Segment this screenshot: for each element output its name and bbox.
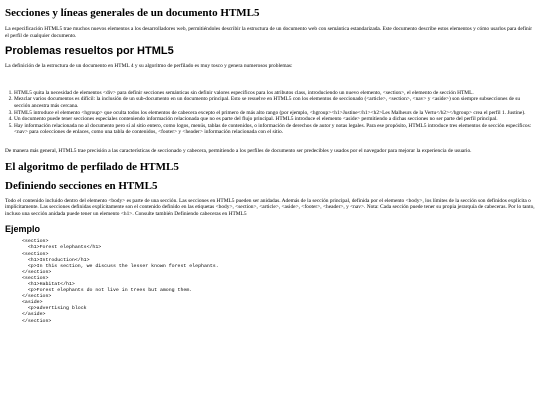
list-item: 5. Hay información relacionada no al documento pero sí al sitio entero, como logos, menús, tablas de contenidos, o información de derechos de autor y notas legales. Para ese propósito, HTML5 introduce tres elementos de sección específicos: <nav> para colecciones de enlaces, como una tabla de contenidos, <footer> y <header> información relacionada con el sitio. [14,123,535,136]
problems-heading: Problemas resueltos por HTML5 [5,45,174,58]
example-heading: Ejemplo [5,224,41,235]
list-item: 2. Mezclar varios documentos es difícil: la inclusión de un sub-documento en un documento principal. Esto se resuelve en HTML5 con los elementos de seccionado (<article>, <section>, <nav> y <aside>) son siempre subsecciones de su sección ancestra más cercana. [14,96,535,109]
list-item: 1. HTML5 quita la necesidad de elementos <div> para definir secciones semánticas sin definir valores específicos para los atributos class, introduciendo un nuevo elemento, <section>, el elemento de sección HTML. [14,90,535,97]
defining-heading: Definiendo secciones en HTML5 [5,179,158,192]
problems-intro: La definición de la estructura de un documento en HTML 4 y su algoritmo de perfilado es muy tosco y genera numerosos problemas: [5,63,293,70]
intro-paragraph: La especificación HTML5 trae muchos nuevos elementos a los desarrolladores web, permitiéndoles describir la estructura de un documento web con semántica estandarizada. Este documento describe estos elementos y cómo usarlos para definir el perfil de cualquier documento. [5,26,533,39]
list-item: 4. Un documento puede tener secciones especiales conteniendo información relacionada que no es parte del flujo principal. HTML5 introduce el elemento <aside> permitiendo a dichas secciones no ser parte del perfil principal. [14,116,535,123]
problems-list [5,90,535,136]
algorithm-heading: El algoritmo de perfilado de HTML5 [5,160,179,173]
summary-paragraph: De manera más general, HTML5 trae precisión a las características de seccionado y cabecera, permitiendo a los perfiles de documento ser predecibles y usados por el navegador para mejorar la experiencia de usuario. [5,147,472,154]
example-code-block: <section> <h1>Forest elephants</h1> <section> <h1>Introduction</h1> <p>In this section, we discuss the lesser known forest elephants. </section> <section> <h1>Habitat</h1> <p>Forest elephants do not live in trees but among them. </section> <aside> <p>advertising block </aside> </section> [22,239,219,324]
page-title: Secciones y líneas generales de un documento HTML5 [5,7,260,19]
defining-paragraph: Todo el contenido incluido dentro del elemento <body> es parte de una sección. Las secciones en HTML5 pueden ser anidadas. Además de la sección principal, definida por el elemento <body>, los límites de la sección son definidos explícita o implícitamente. Las secciones definidas explícitamente son el contenido definido en las etiquetas <body>, <section>, <article>, <aside>, <footer>, <header>, y <nav>. Nota: Cada sección puede tener su propia jerarquía de cabeceras. Por lo tanto, incluso una sección anidada puede tener un elemento <h1>. Consulte también Definiendo cabeceras en HTML5 [5,197,535,217]
list-item: 3. HTML5 introduce el elemento <hgroup> que oculta todos los elementos de cabecera excepto el primero de más alto rango (por ejemplo, <hgroup><h1>Justine</h1><h2>Les Malheurs de la Vertu</h2></hgroup> crea el perfil 1. Justine). [14,110,535,117]
